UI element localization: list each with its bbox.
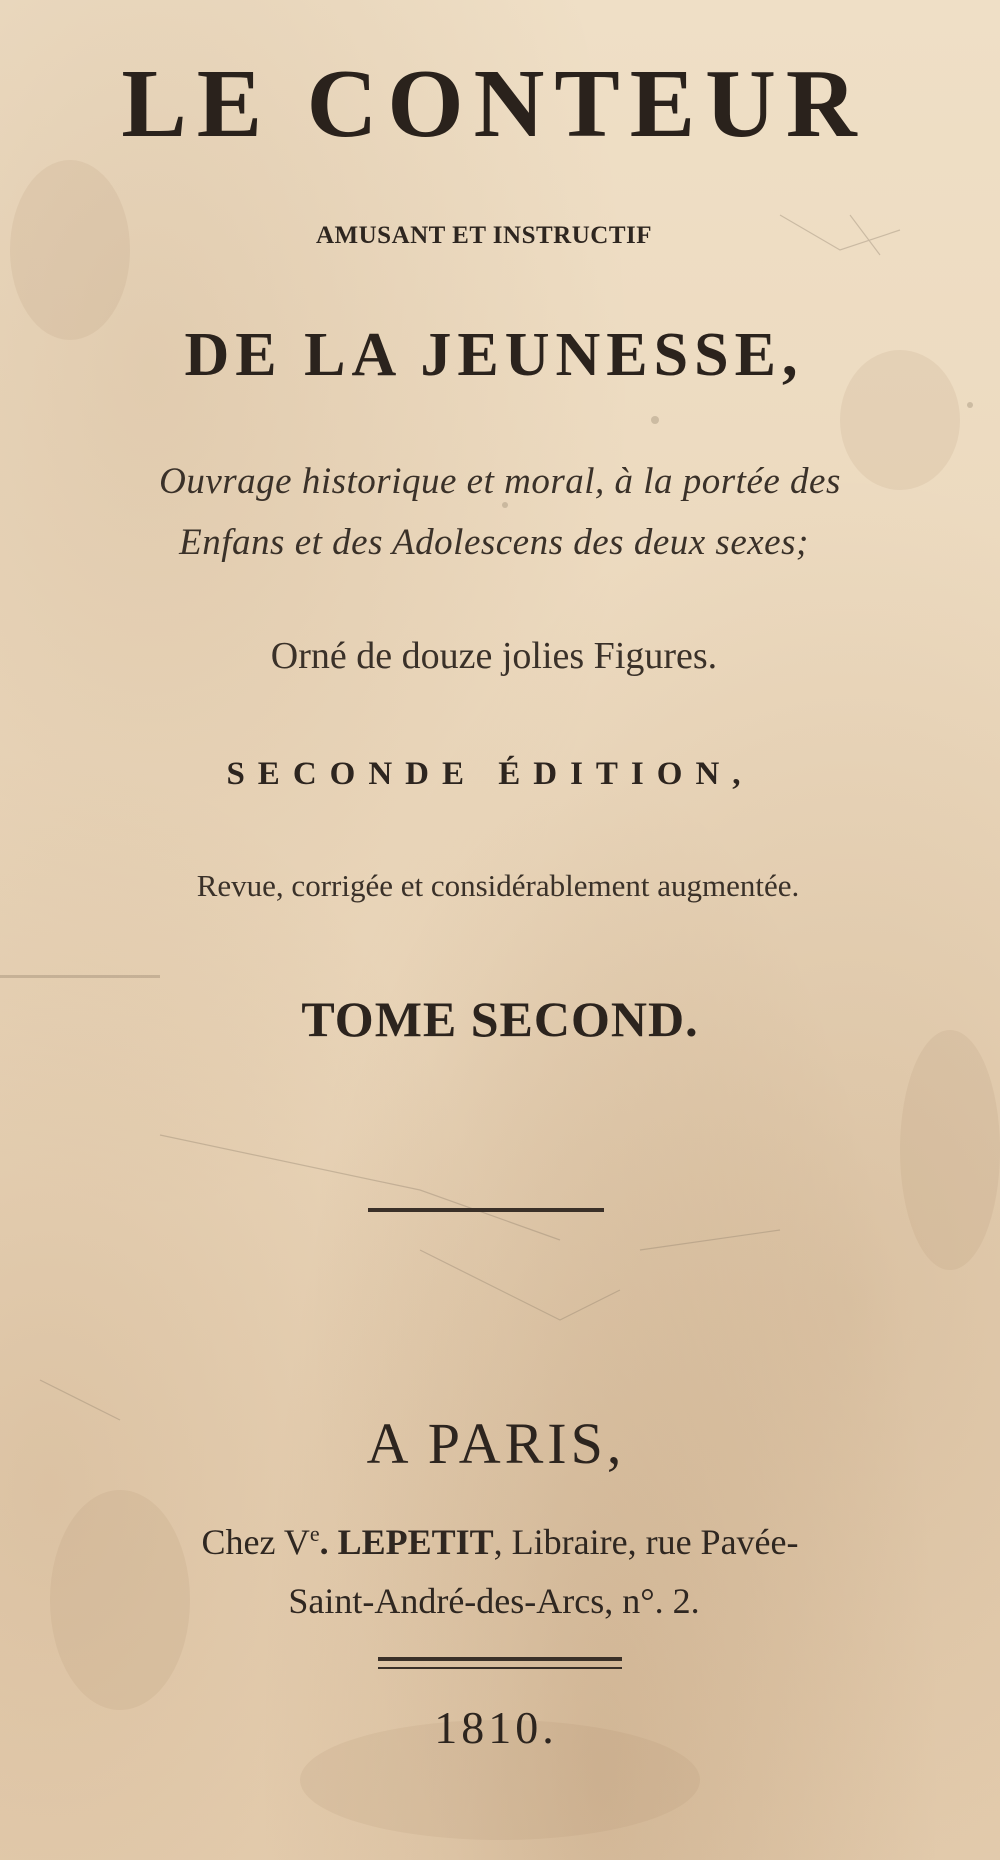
- revision-note: Revue, corrigée et considérablement augmentée.: [196, 868, 800, 903]
- publisher-name: . LEPETIT: [319, 1522, 494, 1562]
- publisher-prefix: Chez V: [201, 1522, 310, 1562]
- double-rule-top: [378, 1657, 622, 1661]
- imprint-place: A PARIS,: [366, 1411, 626, 1476]
- illustrations-note: Orné de douze jolies Figures.: [270, 635, 718, 677]
- subtitle-line-1: AMUSANT ET INSTRUCTIF: [315, 222, 653, 249]
- description-line-1: Ouvrage historique et moral, à la portée des: [159, 461, 841, 502]
- edition-statement: SECONDE ÉDITION,: [226, 756, 754, 792]
- subtitle-line-2: DE LA JEUNESSE,: [184, 321, 804, 389]
- description-line-2: Enfans et des Adolescens des deux sexes;: [179, 522, 809, 563]
- volume-label: TOME SECOND.: [301, 991, 699, 1047]
- book-title: LE CONTEUR: [121, 50, 867, 158]
- divider-rule: [368, 1208, 604, 1212]
- publisher-address: Saint-André-des-Arcs, n°. 2.: [288, 1581, 700, 1621]
- publisher-superscript: e: [309, 1521, 320, 1546]
- publisher-rest: , Libraire, rue Pavée-: [493, 1522, 799, 1562]
- double-rule-bottom: [378, 1667, 622, 1669]
- publication-year: 1810.: [434, 1702, 558, 1753]
- publisher-line: [0, 1521, 1000, 1563]
